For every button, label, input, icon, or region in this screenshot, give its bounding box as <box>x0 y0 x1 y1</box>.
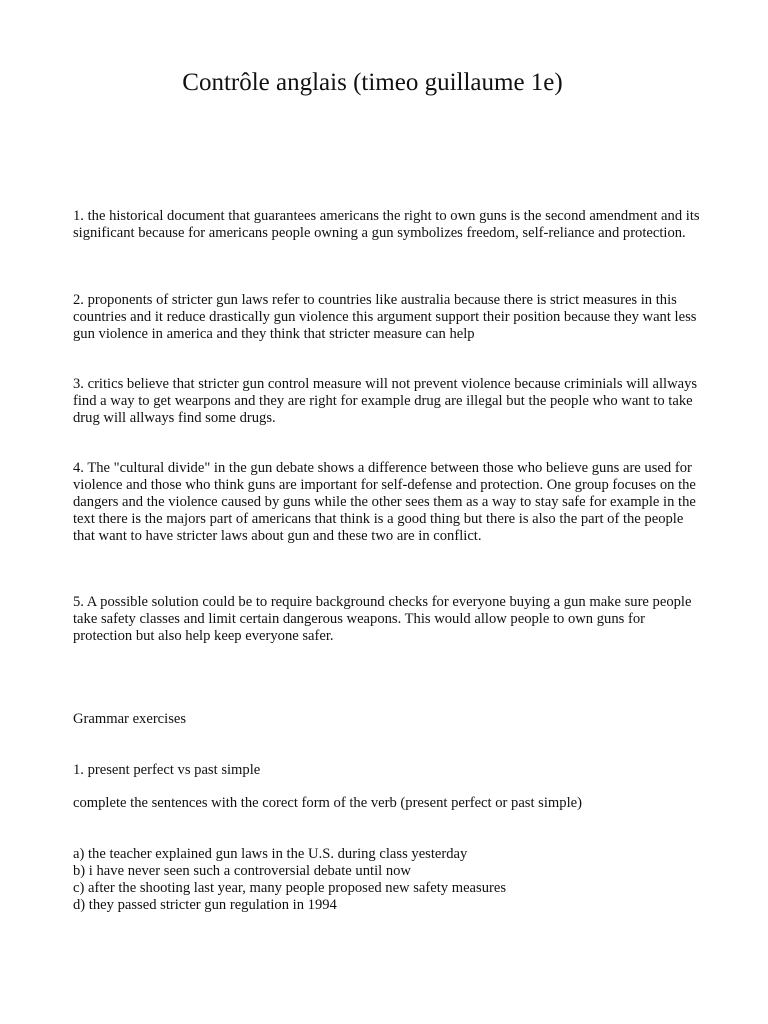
grammar-sentence-a: a) the teacher explained gun laws in the U.S. during class yesterday <box>73 846 468 862</box>
answer-paragraph-3: 3. critics believe that stricter gun control measure will not prevent violence because criminials will allways find a way to get wearpons and they are right for example drug are illegal but the people who want to take drug will allways find some drugs. <box>73 376 698 426</box>
answer-paragraph-4: 4. The "cultural divide" in the gun debate shows a difference between those who believe guns are used for violence and those who think guns are important for self-defense and protection. One group focuses on the dangers and the violence caused by guns while the other sees them as a way to stay safe for example in the text there is the majors part of americans that think is a good thing but there is also the part of the people that want to have stricter laws about gun and these two are in conflict. <box>73 460 696 544</box>
grammar-sentence-list <box>73 846 506 914</box>
grammar-sentence-c: c) after the shooting last year, many people proposed new safety measures <box>73 880 507 896</box>
grammar-exercise-title: 1. present perfect vs past simple <box>73 762 261 778</box>
grammar-instruction: complete the sentences with the corect form of the verb (present perfect or past simple) <box>73 795 582 811</box>
grammar-sentence-b: b) i have never seen such a controversial debate until now <box>73 863 411 879</box>
grammar-sentence-d: d) they passed stricter gun regulation in 1994 <box>73 897 337 913</box>
answer-paragraph-1: 1. the historical document that guarantees americans the right to own guns is the second amendment and its significant because for americans people owning a gun symbolizes freedom, self-reliance and protection. <box>73 208 700 241</box>
grammar-heading: Grammar exercises <box>73 711 187 727</box>
answer-paragraph-5: 5. A possible solution could be to require background checks for everyone buying a gun make sure people take safety classes and limit certain dangerous weapons. This would allow people to own guns for protection but also help keep everyone safer. <box>73 594 692 644</box>
document-title: Contrôle anglais (timeo guillaume 1e) <box>182 69 563 96</box>
answer-paragraph-2: 2. proponents of stricter gun laws refer to countries like australia because there is strict measures in this countries and it reduce drastically gun violence this argument support their position because they want less gun violence in america and they think that stricter measure can help <box>73 292 697 342</box>
